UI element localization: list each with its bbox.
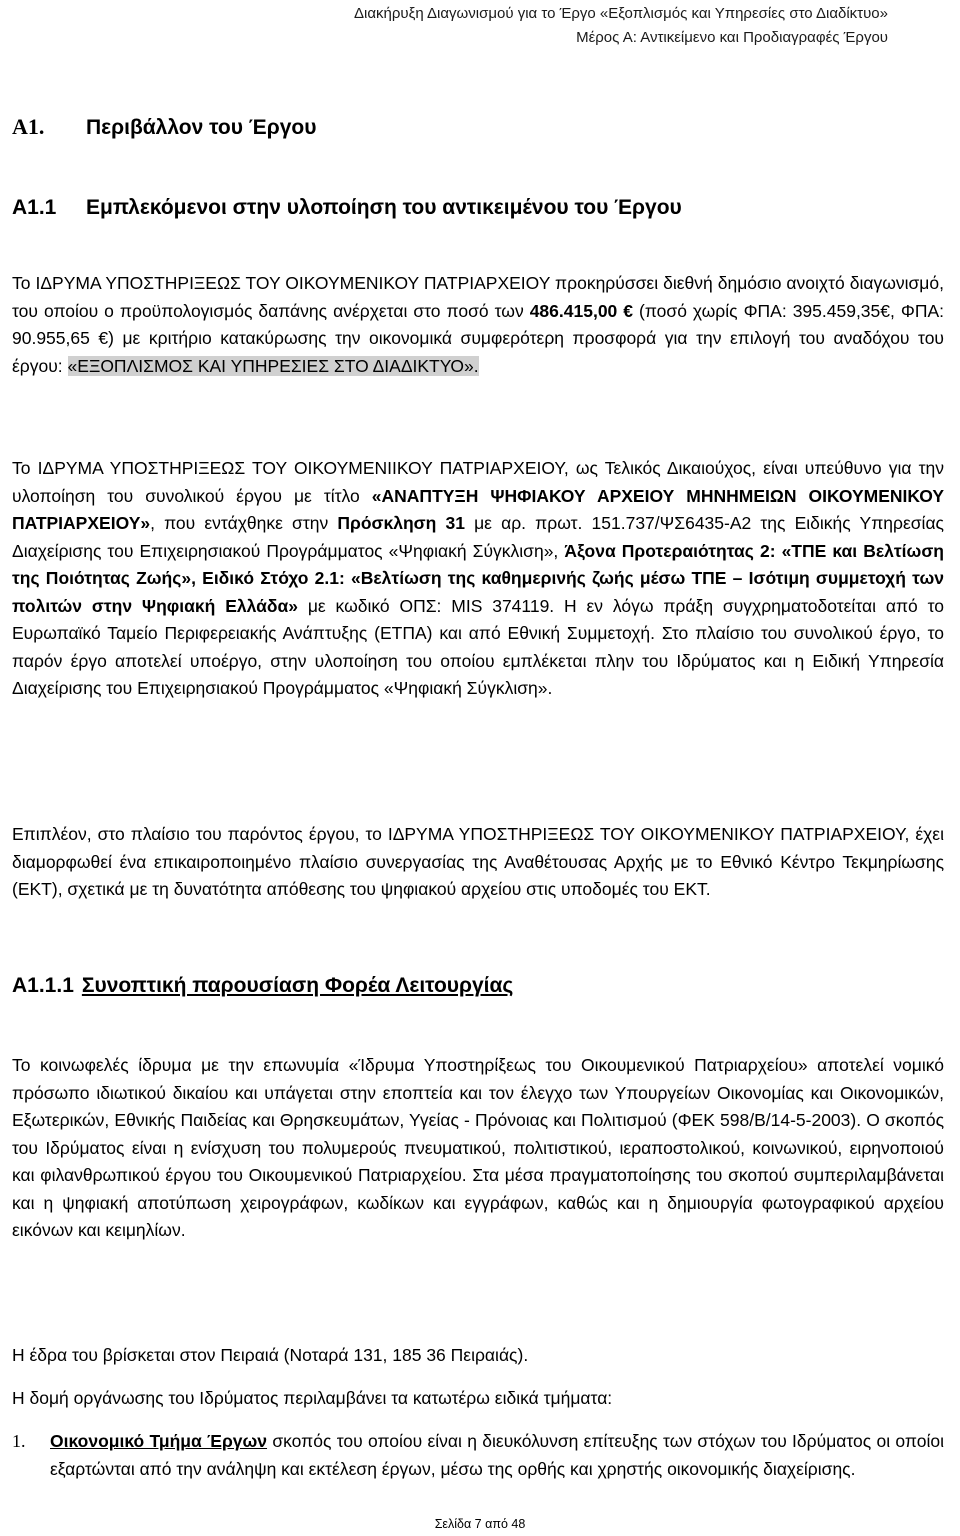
section-number: A1.1 [12, 196, 57, 219]
invitation-bold: Πρόσκληση 31 [337, 513, 465, 533]
text-span: με κωδικό ΟΠΣ: MIS 374119. Η εν λόγω πράξη συγχρηματοδοτείται από το Ευρωπαϊκό Ταμείο Περιφερειακής Ανάπτυξης (ΕΤΠΑ) και από Εθνική Συμμετοχή. Στο πλαίσιο του συνολικού έργο, το παρόν έργο αποτελεί υποέργο, στην υλοποίηση του οποίου εμπλέκεται πλην του Ιδρύματος και η Ειδική Υπηρεσία Διαχείρισης του Επιχειρησιακού Προγράμματος «Ψηφιακή Σύγκλιση». [12, 595, 944, 698]
section-heading-a1-1 [12, 196, 682, 220]
header-subtitle: Μέρος Α: Αντικείμενο και Προδιαγραφές Έργου [576, 29, 888, 46]
page-number: Σελίδα 7 από 48 [434, 1517, 526, 1531]
section-number: A1. [12, 114, 45, 139]
departments-list [12, 1428, 944, 1483]
budget-amount: 486.415,00 € [529, 300, 634, 321]
paragraph-final-beneficiary [12, 455, 944, 703]
list-item [12, 1428, 944, 1483]
paragraph-foundation-description: Το κοινωφελές ίδρυμα με την επωνυμία «Ίδρυμα Υποστηρίξεως του Οικουμενικού Πατριαρχείου» αποτελεί νομικό πρόσωπο ιδιωτικού δικαίου και υπάγεται στην εποπτεία και τον έλεγχο των Υπουργείων Οικονομίας και Οικονομικών, Εξωτερικών, Εθνικής Παιδείας και Θρησκευμάτων, Υγείας - Πρόνοιας και Πολιτισμού (ΦΕΚ 598/Β/14-5-2003). Ο σκοπός του Ιδρύματος είναι η ενίσχυση του πολυμερούς πνευματικού, πολιτιστικού, ιεραποστολικού, κοινωνικού, ειρηνοποιού και φιλανθρωπικού έργου του Οικουμενικού Πατριαρχείου. Στα μέσα πραγματοποίησης του σκοπού συμπεριλαμβάνεται και η ψηφιακή αποτύπωση χειρογράφων, κωδίκων και εγγράφων, καθώς και η δημιουργία φωτογραφικού αρχείου εικόνων και κειμηλίων. [12, 1055, 944, 1240]
section-number: A1.1.1 [12, 974, 74, 997]
text-span: (ποσό χωρίς ΦΠΑ: 395.459,35€, ΦΠΑ: 90.955,65 €) με κριτήριο κατακύρωσης την οικονομικά συμφερότερη προσφορά για την επιλογή του αναδόχου του έργου: [12, 300, 944, 376]
project-name-bold: «ΑΝΑΠΤΥΞΗ ΨΗΦΙΑΚΟΥ ΑΡΧΕΙΟΥ ΜΗΝΗΜΕΙΩΝ ΟΙΚΟΥΜΕΝΙΚΟΥ ΠΑΤΡΙΑΡΧΕΙΟΥ» [12, 485, 944, 533]
text-span: Το ΙΔΡΥΜΑ ΥΠΟΣΤΗΡΙΞΕΩΣ ΤΟΥ ΟΙΚΟΥΜΕΝΙΚΟΥ ΠΑΤΡΙΑΡΧΕΙΟΥ προκηρύσσει διεθνή δημόσιο ανοιχτό διαγωνισμό, του οποίου ο προϋπολογισμός δαπάνης ανέρχεται στο ποσό των [12, 273, 944, 321]
paragraph-ekt-cooperation: Επιπλέον, στο πλαίσιο του παρόντος έργου, το ΙΔΡΥΜΑ ΥΠΟΣΤΗΡΙΞΕΩΣ ΤΟΥ ΟΙΚΟΥΜΕΝΙΚΟΥ ΠΑΤΡΙΑΡΧΕΙΟΥ, έχει διαμορφωθεί ένα επικαιροποιημένο πλαίσιο συνεργασίας της Αναθέτουσας Αρχής με το Εθνικό Κέντρο Τεκμηρίωσης (ΕΚΤ), σχετικά με τη δυνατότητα απόθεσης του ψηφιακού αρχείου στις υποδομές του ΕΚΤ. [12, 824, 944, 899]
department-name: Οικονομικό Τμήμα Έργων [50, 1431, 268, 1451]
text-span: , που εντάχθηκε στην [150, 513, 338, 533]
section-title: Περιβάλλον του Έργου [86, 116, 317, 139]
list-item-body [50, 1428, 944, 1483]
paragraph-organization-structure: Η δομή οργάνωσης του Ιδρύματος περιλαμβάνει τα κατωτέρω ειδικά τμήματα: [12, 1388, 613, 1408]
department-description: σκοπός του οποίου είναι η διευκόλυνση επίτευξης των στόχων του Ιδρύματος οι οποίοι εξαρτώνται από την ανάληψη και εκτέλεση έργων, μέσω της ορθής και χρηστής οικονομικής διαχείρισης. [50, 1431, 944, 1479]
priority-axis-bold: Άξονα Προτεραιότητας 2: «ΤΠΕ και Βελτίωση της Ποιότητας Ζωής», Ειδικό Στόχο 2.1: «Βελτίωση της καθημερινής ζωής μέσω ΤΠΕ – Ισότιμη συμμετοχή των πολιτών στην Ψηφιακή Ελλάδα» [12, 540, 944, 616]
section-title: Συνοπτική παρουσίαση Φορέα Λειτουργίας [81, 974, 514, 997]
text-span: Το ΙΔΡΥΜΑ ΥΠΟΣΤΗΡΙΞΕΩΣ ΤΟΥ ΟΙΚΟΥΜΕΝΙΙΚΟΥ ΠΑΤΡΙΑΡΧΕΙΟΥ, ως Τελικός Δικαιούχος, είναι υπεύθυνο για την υλοποίηση του συνολικού έργου με τίτλο [12, 458, 944, 506]
section-heading-a1 [12, 114, 316, 140]
paragraph-tender-announcement [12, 270, 944, 380]
project-title-highlight: «ΕΞΟΠΛΙΣΜΟΣ ΚΑΙ ΥΠΗΡΕΣΙΕΣ ΣΤΟ ΔΙΑΔΙΚΤΥΟ». [67, 355, 479, 376]
paragraph-headquarters: Η έδρα του βρίσκεται στον Πειραιά (Νοταρά 131, 185 36 Πειραιάς). [12, 1345, 529, 1365]
list-marker: 1. [12, 1431, 26, 1451]
header-title: Διακήρυξη Διαγωνισμού για το Έργο «Εξοπλισμός και Υπηρεσίες στο Διαδίκτυο» [354, 5, 888, 22]
page-header [354, 2, 888, 50]
text-span: με αρ. πρωτ. 151.737/ΨΣ6435-Α2 της Ειδικής Υπηρεσίας Διαχείρισης του Επιχειρησιακού Προγράμματος «Ψηφιακή Σύγκλιση», [12, 513, 944, 561]
section-heading-a1-1-1 [12, 974, 513, 998]
section-title: Εμπλεκόμενοι στην υλοποίηση του αντικειμένου του Έργου [86, 196, 682, 219]
